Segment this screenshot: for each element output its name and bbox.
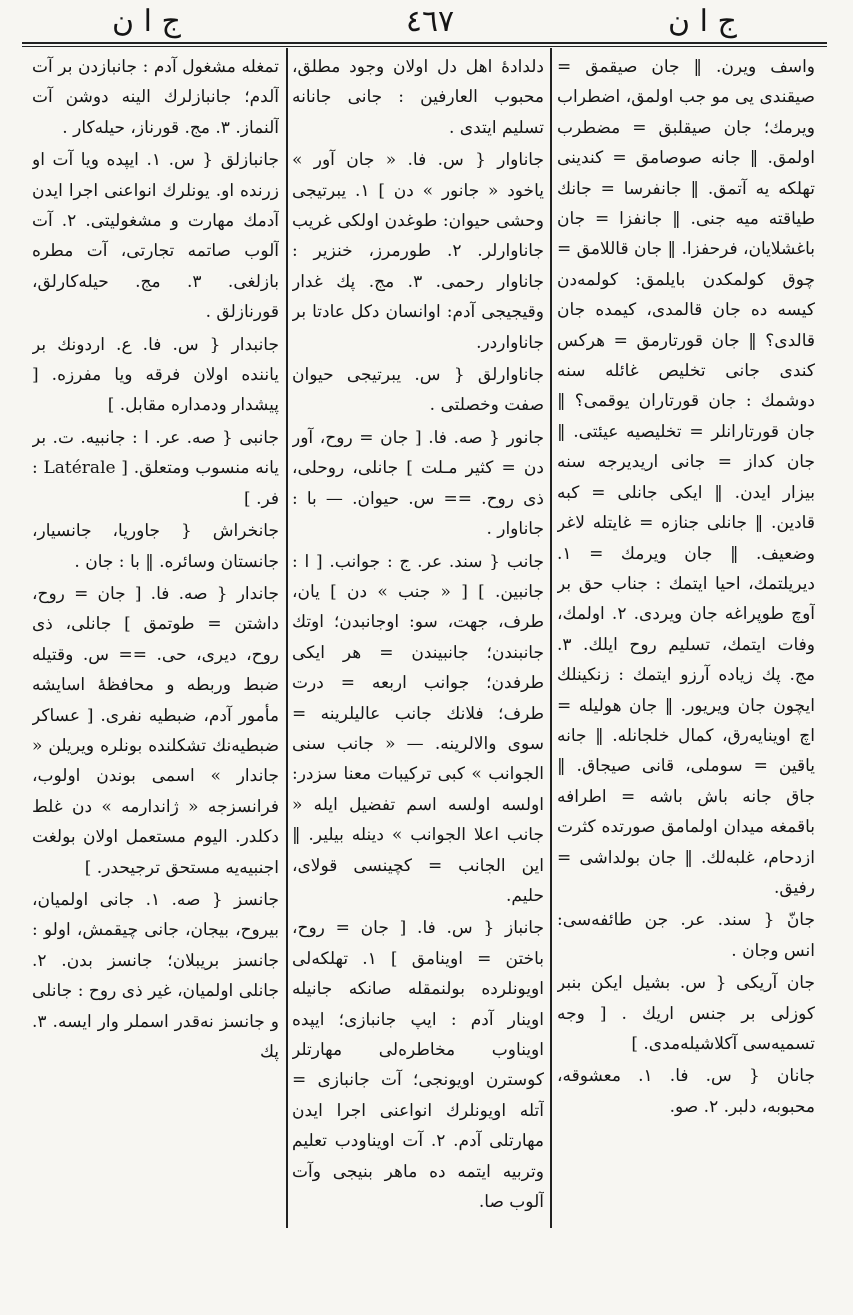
column-middle <box>292 52 544 1222</box>
entry-text: دلدادهٔ اهل دل اولان وجود مطلق، محبوب العارفین : جانی جانانه تسلیم ایتدی . <box>292 57 544 138</box>
entry-text: جانبدار { س. فا. ع. اردونك بر یاننده اولان فرقه ویا مفرزه. [ پیشدار ودمداره مقابل. ] <box>32 334 279 416</box>
entry-text: جانّ { سند. عر. جن طائفه‌سی: انس وجان . <box>557 910 815 961</box>
column-divider-right <box>550 48 552 1228</box>
entry-text: جاناوار { س. فا. « جان آور » یاخود « جانور » دن ] ۱. یبرتیجی وحشی حیوان: طوغدن اولكی غریب جاناوارلر. ۲. طورمرز، خنزیر : جاناوار رحمی. ۳. مج. پك غدار وقیجیجی آدم: اوانسان دكل عادتا بر جاناواردر. <box>292 150 544 353</box>
column-left <box>32 52 279 1222</box>
entry-text: تمغله مشغول آدم : جانبازدن بر آت آلدم؛ جانبازلرك الینه دوشن آت آلنماز. ۳. مج. قورناز، حیله‌كار . <box>32 57 279 138</box>
page-header <box>0 0 853 44</box>
entry-text: جاندار { صه. فا. [ جان = روح، داشتن = طوتمق ] جانلی، ذی روح، دیری، حی. == س. وقتیله ضبط وربطه و محافظهٔ اسایشه مأمور آدم، ضبطیه نفری. [ عساكر ضبطیه‌نك تشكلنده بونلره ویریلن « جاندار » اسمی بوندن اولوب، فرانسزجه « ژاندارمه » دن غلط دكلدر. الیوم مستعمل اولان بولغت اجنبیه‌یه مستحق ترجیحدر. ] <box>32 583 279 878</box>
entry-text: جانان { س. فا. ۱. معشوقه، محبوبه، دلبر. ۲. صو. <box>557 1066 815 1117</box>
running-head-right: ج ا ن <box>668 4 737 39</box>
entry-text: واسف ویرن. ‖ جان صیقمق = صیقندی یی مو جب اولمق، اضطراب ویرمك؛ جان صیقلبق = مضطرب اولمق. ‖ جانه صوصامق = كندینی تهلكه یه آتمق. ‖ جانفرسا = جانك طیاقته میه جنی. ‖ جانفزا = جان باغشلایان، فرحفزا. ‖ جان قاللامق = چوق كولمكدن بایلمق: كولمه‌دن كیسه ده جان قالمدی، كیمده جان قالدی؟ ‖ جان قورتارمق = هركس كندی جانی تخلیص غائله سنه دوشمك : جان قورتاران یوقمی؟ ‖ جان قورتارانلر = تخلیصیه عیئتی. ‖ جان كداز = جانی اریدیرجه سنه بیزار ایدن. ‖ ایكی جانلی = كبه قادین. ‖ جانلی جنازه = غایتله لاغر وضعیف. ‖ جان ویرمك = ۱. دیریلتمك، احیا ایتمك : جناب حق بر آوچ طوپراغه جان ویردی. ۲. اولمك، وفات ایتمك، تسلیم روح ایلك. ۳. مج. پك زیاده آرزو ایتمك : زنكینلك ایچون جان ویریور. ‖ جان هولیله = اچ اوینایه‌رق، كمال خلجانله. ‖ جانه یاقین = سوملی، قانی صیجاق. ‖ جاق جانه باش باشه = اطرافه باقمغه میدان اولمامق صورتده كثرت ازدحام، غلبه‌لك. ‖ جان بولداشی = رفیق. <box>557 57 815 898</box>
entry-text: جاناوارلق { س. یبرتیجی حیوان صفت وخصلتی . <box>292 365 544 416</box>
column-right <box>557 52 815 1222</box>
header-rule <box>22 42 827 44</box>
column-divider-left <box>286 48 288 1228</box>
header-rule-thin <box>22 46 827 47</box>
entry-text: جانباز { س. فا. [ جان = روح، باختن = اوینامق ] ۱. تهلكه‌لی اویونلرده بولنمقله صانكه جانیله اوینار آدم : ایپ جانبازی؛ ایپده اویناوب مخاطره‌لی مهارتلر كوسترن اویونجی؛ آت جانبازی = آتله اویونلرك انواعنی اجرا ایدن مهارتلی آدم. ۲. آت اویناودب تعلیم وتربیه ایتمه ده ماهر بنیجی وآت آلوب صا. <box>292 918 544 1213</box>
entry-text: جانبی { صه. عر. ا : جانبیه. ت. بر یانه منسوب ومتعلق. [ Latérale : فر. ] <box>32 427 279 509</box>
entry-text: جان آریكی { س. بشیل ایكن بنبر كوزلی بر جنس اریك . [ وجه تسمیه‌سی آكلاشیله‌مدی. ] <box>557 973 815 1054</box>
entry-text: جانب { سند. عر. ج : جوانب. [ ا : جانبین. ] [ « جنب » دن ] یان، طرف، جهت، سو: اوجانبدن؛ اوتك جانبندن؛ جانبیندن = هر ایكی طرفدن؛ جوانب اربعه = درت طرف؛ فلانك جانب عالیلرینه = سوی والالرینه. — « جانب سنی الجوانب » كبی تركیبات معنا سزدر: اولسه اولسه اسم تفضیل ایله « جانب اعلا الجوانب » دینله بیلیر. ‖ این الجانب = كچینسی قولای، حلیم. <box>292 551 544 906</box>
entry-text: جانور { صه. فا. [ جان = روح، آور دن = كثیر مـلت ] جانلی، روحلی، ذی روح. == س. حیوان. — با : جاناوار . <box>292 427 544 540</box>
page-number: ٤٦٧ <box>405 4 455 39</box>
entry-text: جانبازلق { س. ۱. ایپده ویا آت او زرنده او. یونلرك انواعنی اجرا ایدن آدمك مهارت و مشغولیتی. ۲. آت آلوب صاتمه تجارتی، آت مطره بازلغی. ۳. مج. حیله‌كارلق، قورنازلق . <box>32 150 279 323</box>
running-head-left: ج ا ن <box>112 4 181 39</box>
entry-text: جانسز { صه. ۱. جانی اولمیان، بیروح، بیجان، جانی چیقمش، اولو : جانسز بریبلان؛ جانسز بدن. ۲. جانلی اولمیان، غیر ذی روح : جانلی و جانسز نه‌قدر اسملر وار ایسه. ۳. پك <box>32 889 279 1062</box>
entry-text: جانخراش { جاوریا، جانسیار، جانستان وسائره. ‖ با : جان . <box>32 521 279 572</box>
